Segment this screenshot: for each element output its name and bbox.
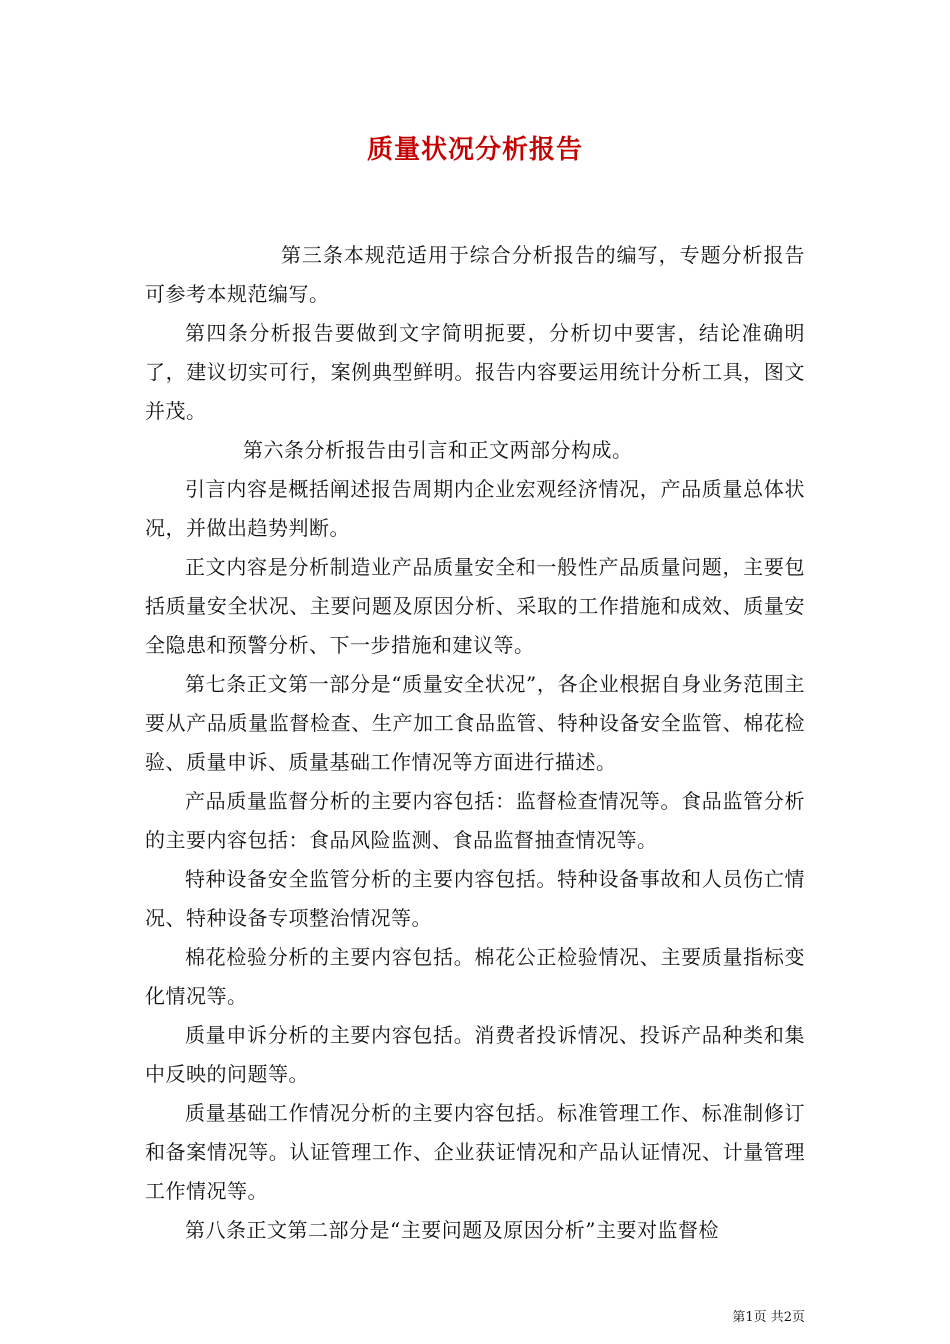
paragraph: 棉花检验分析的主要内容包括。棉花公正检验情况、主要质量指标变化情况等。	[145, 945, 805, 1008]
document-body	[145, 236, 805, 1250]
paragraph: 质量申诉分析的主要内容包括。消费者投诉情况、投诉产品种类和集中反映的问题等。	[145, 1023, 805, 1086]
document-title: 质量状况分析报告	[366, 135, 583, 165]
paragraph: 第六条分析报告由引言和正文两部分构成。	[243, 438, 633, 462]
paragraph: 第四条分析报告要做到文字简明扼要，分析切中要害，结论准确明了，建议切实可行，案例典型鲜明。报告内容要运用统计分析工具，图文并茂。	[145, 321, 805, 423]
paragraph: 第三条本规范适用于综合分析报告的编写，专题分析报告可参考本规范编写。	[145, 243, 805, 306]
paragraph: 产品质量监督分析的主要内容包括：监督检查情况等。食品监管分析的主要内容包括：食品风险监测、食品监督抽查情况等。	[145, 789, 805, 852]
paragraph: 引言内容是概括阐述报告周期内企业宏观经济情况，产品质量总体状况，并做出趋势判断。	[145, 477, 805, 540]
page-number-footer: 第1页 共2页	[732, 1310, 805, 1325]
paragraph: 正文内容是分析制造业产品质量安全和一般性产品质量问题，主要包括质量安全状况、主要问题及原因分析、采取的工作措施和成效、质量安全隐患和预警分析、下一步措施和建议等。	[145, 555, 805, 657]
paragraph: 质量基础工作情况分析的主要内容包括。标准管理工作、标准制修订和备案情况等。认证管理工作、企业获证情况和产品认证情况、计量管理工作情况等。	[145, 1101, 805, 1203]
paragraph: 第七条正文第一部分是“质量安全状况”，各企业根据自身业务范围主要从产品质量监督检查、生产加工食品监管、特种设备安全监管、棉花检验、质量申诉、质量基础工作情况等方面进行描述。	[145, 672, 805, 774]
paragraph: 特种设备安全监管分析的主要内容包括。特种设备事故和人员伤亡情况、特种设备专项整治情况等。	[145, 867, 805, 930]
paragraph: 第八条正文第二部分是“主要问题及原因分析”主要对监督检	[185, 1218, 719, 1242]
